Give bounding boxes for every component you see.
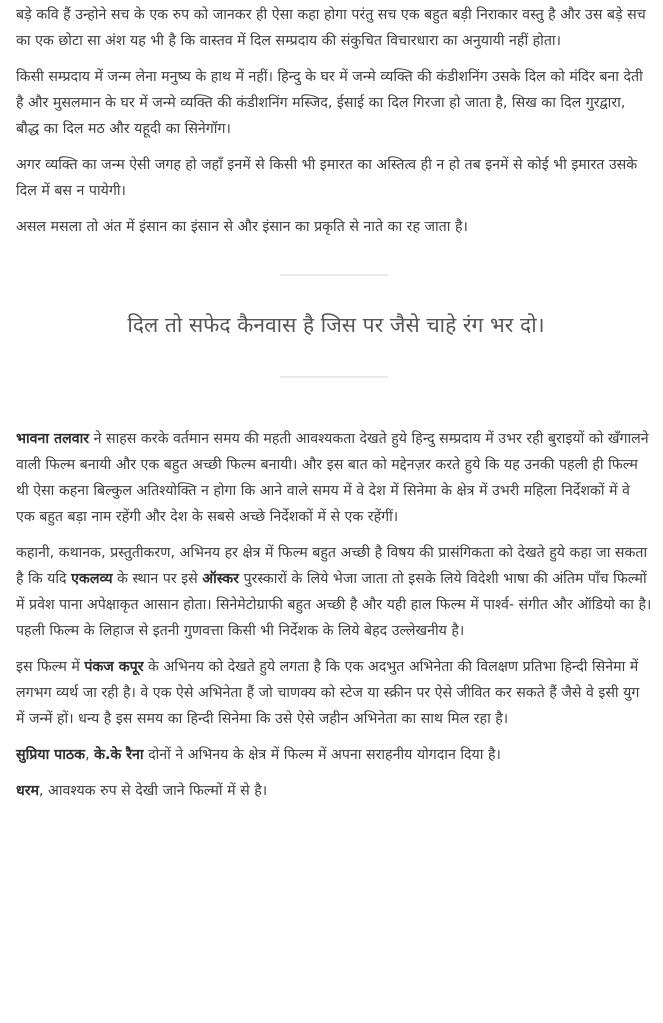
paragraph-6 bbox=[16, 540, 652, 644]
paragraph-6-text-3: पुरस्कारों के लिये भेजा जाता तो इसके लिये विदेशी भाषा की अंतिम पाँच फिल्मों में प्रवेश पाना अपेक्षाकृत आसान होता। सिनेमेटोग्राफी बहुत अच्छी है और यही हाल फिल्म में पार्श्व- संगीत और ऑडियो का है। पहली फिल्म के लिहाज से इतनी गुणवत्ता किसी भी निर्देशक के लिये बेहद उल्लेखनीय है। bbox=[16, 571, 652, 639]
oscar-label: ऑस्कर bbox=[202, 571, 239, 587]
paragraph-8 bbox=[16, 742, 652, 768]
paragraph-3: अगर व्यक्ति का जन्म ऐसी जगह हो जहाँ इनमें से किसी भी इमारत का अस्तित्व ही न हो तब इनमें से कोई भी इमारत उसके दिल में बस न पायेगी। bbox=[16, 157, 638, 199]
film-title-dharam: धरम bbox=[16, 783, 40, 799]
paragraph-2: किसी सम्प्रदाय में जन्म लेना मनुष्य के हाथ में नहीं। हिन्दु के घर में जन्मे व्यक्ति की कंडीशनिंग उसके दिल को मंदिर बना देती है और मुसलमान के घर में जन्मे व्यक्ति की कंडीशनिंग मस्जिद, ईसाई का दिल गिरजा हो जाता है, सिख का दिल गुरद्वारा, बौद्ध का दिल मठ और यहूदी का सिनेगॉग। bbox=[16, 69, 643, 137]
paragraph-7-text-1: इस फिल्म में bbox=[16, 659, 85, 675]
paragraph-7-text-2: के अभिनय को देखते हुये लगता है कि एक अदभुत अभिनेता की विलक्षण प्रतिभा हिन्दी सिनेमा में लगभग व्यर्थ जा रही है। वे एक ऐसे अभिनेता हैं जो चाणक्य को स्टेज या स्क्रीन पर ऐसे जीवित कर सकते हैं जैसे वे इसी युग में जन्में हों। धन्य है इस समय का हिन्दी सिनेमा कि उसे ऐसे जहीन अभिनेता का साथ मिल रहा है। bbox=[16, 659, 640, 727]
pullquote: दिल तो सफेद कैनवास है जिस पर जैसे चाहे रंग भर दो। bbox=[127, 313, 545, 337]
article-body bbox=[16, 2, 652, 804]
paragraph-9 bbox=[16, 778, 652, 804]
paragraph-8-separator: , bbox=[85, 747, 95, 763]
paragraph-9-text: , आवश्यक रुप से देखी जाने फिल्मों में से है। bbox=[39, 783, 268, 799]
director-name: भावना तलवार bbox=[16, 431, 90, 447]
paragraph-6-text-1: कहानी, कथानक, प्रस्तुतीकरण, अभिनय हर क्षेत्र में फिल्म बहुत अच्छी है विषय की प्रासंगिकता को देखते हुये कहा जा सकता है कि यदि bbox=[16, 545, 648, 587]
actor-name-supriya: सुप्रिया पाठक bbox=[16, 747, 86, 763]
paragraph-7 bbox=[16, 654, 652, 732]
paragraph-4: असल मसला तो अंत में इंसान का इंसान से और इंसान का प्रकृति से नाते का रह जाता है। bbox=[16, 219, 468, 235]
paragraph-5 bbox=[16, 426, 652, 530]
paragraph-5-text: ने साहस करके वर्तमान समय की महती आवश्यकता देखते हुये हिन्दु सम्प्रदाय में उभर रही बुराइयों को खँगालने वाली फिल्म बनायी और एक बहुत अच्छी फिल्म बनायी। और इस बात को मद्देनज़र करते हुये कि यह उनकी पहली ही फिल्म थी ऐसा कहना बिल्कुल अतिश्योक्ति न होगा कि आने वाले समय में वे देश में सिनेमा के क्षेत्र में उभरी महिला निर्देशकों में वे एक बहुत बड़ा नाम रहेंगी और देश के सबसे अच्छे निर्देशकों में से एक रहेंगीं। bbox=[16, 431, 649, 525]
paragraph-1: बड़े कवि हैं उन्होने सच के एक रुप को जानकर ही ऐसा कहा होगा परंतु सच एक बहुत बड़ी निराकार वस्तु है और उस बड़े सच का एक छोटा सा अंश यह भी है कि वास्तव में दिल सम्प्रदाय की संकुचित विचारधारा का अनुयायी नहीं होता। bbox=[16, 7, 646, 49]
actor-name-pankaj: पंकज कपूर bbox=[84, 659, 144, 675]
paragraph-6-text-2: के स्थान पर इसे bbox=[112, 571, 203, 587]
actor-name-kk-raina: के.के रैना bbox=[94, 747, 144, 763]
film-name-eklavya: एकलव्य bbox=[71, 571, 113, 587]
paragraph-8-text: दोनों ने अभिनय के क्षेत्र में फिल्म में अपना सराहनीय योगदान दिया है। bbox=[143, 747, 501, 763]
